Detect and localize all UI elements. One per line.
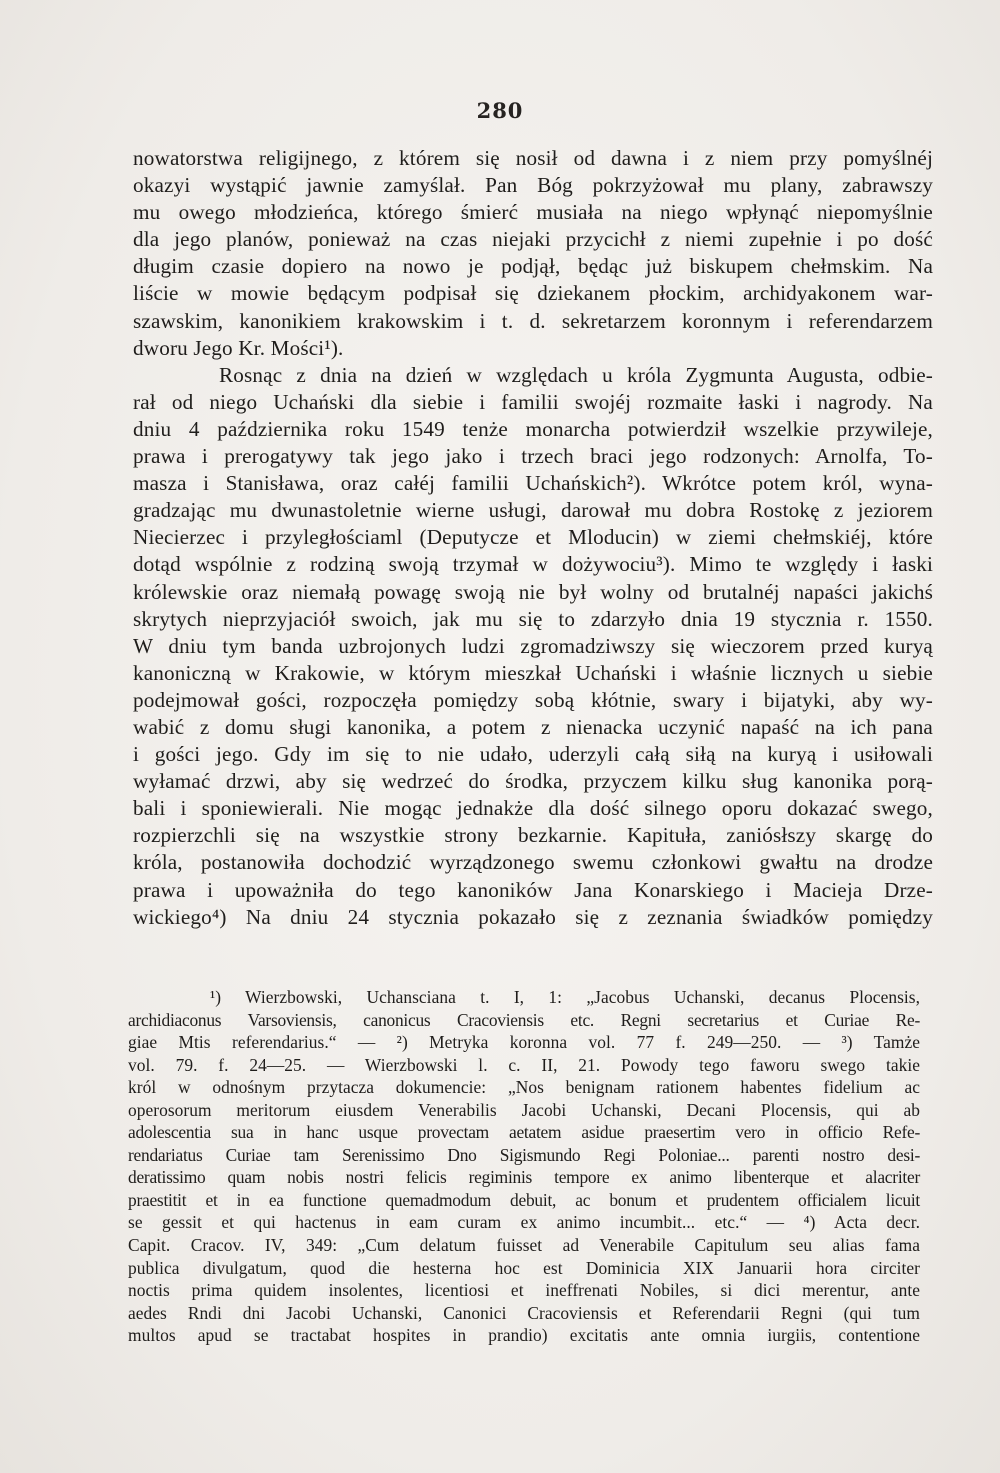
footnote-line: publica divulgatum, quod die hesterna hoc est Dominicia XIX Januarii hora circiter xyxy=(128,1257,920,1278)
text-line: wickiego⁴) Na dniu 24 stycznia pokazało się z zeznania świadków pomiędzy xyxy=(133,904,933,929)
text-line: mu owego młodzieńca, którego śmierć musiała na niego wpłynąć niepomyślnie xyxy=(133,200,933,225)
paragraph-start-line: Rosnąc z dnia na dzień w względach u króla Zygmunta Augusta, odbie- xyxy=(219,362,933,387)
text-line: bali i sponiewierali. Nie mogąc jednakże dla dość silnego oporu dokazać swego, xyxy=(133,796,933,821)
footnote-line: Capit. Cracov. IV, 349: „Cum delatum fuisset ad Venerabile Capitulum seu alias fama xyxy=(128,1235,920,1256)
footnote-line: noctis prima quidem insolentes, licentiosi et ineffrenati Nobiles, si dici merentur, ante xyxy=(128,1280,920,1301)
footnote-line: deratissimo quam nobis nostri felicis regiminis tempore ex animo libenterque et alacriter xyxy=(128,1167,920,1188)
text-line: rał od niego Uchański dla siebie i familii swojéj rozmaite łaski i nagrody. Na xyxy=(133,389,933,414)
text-line: dla jego planów, ponieważ na czas niejaki przycichł z niemi zupełnie i po dość xyxy=(133,227,933,252)
text-line: nowatorstwa religijnego, z którem się nosił od dawna i z niem przy pomyślnéj xyxy=(133,146,933,170)
footnote-line: multos apud se tractabat hospites in prandio) excitatis ante omnia iurgiis, contentione xyxy=(128,1325,920,1346)
text-line: dniu 4 października roku 1549 tenże monarcha potwierdził wszelkie przywileje, xyxy=(133,416,933,441)
text-line: liście w mowie będącym podpisał się dziekanem płockim, archidyakonem war- xyxy=(133,281,933,306)
page-number: 280 xyxy=(476,98,524,123)
footnotes xyxy=(128,986,920,1347)
main-text xyxy=(133,145,933,931)
footnote-line: król w odnośnym przytacza dokumencie: „Nos benignam rationem habentes fidelium ac xyxy=(128,1077,920,1098)
text-line: podejmował gości, rozpoczęła pomiędzy sobą kłótnie, swary i bijatyki, aby wy- xyxy=(133,687,933,712)
footnote-line: praestitit et in ea functione quemadmodum debuit, ac bonum et prudentem officialem licuit xyxy=(128,1189,920,1210)
footnote-line: archidiaconus Varsoviensis, canonicus Cracoviensis etc. Regni secretarius et Curiae Re- xyxy=(128,1009,920,1030)
footnote-line: adolescentia sua in hanc usque provectam aetatem asidue praesertim vero in officio Refe- xyxy=(128,1122,920,1143)
text-line: masza i Stanisława, oraz całéj familii Uchańskich²). Wkrótce potem król, wyna- xyxy=(133,471,933,496)
text-line: gradzając mu dwunastoletnie wierne usługi, darował mu dobra Rostokę z jeziorem xyxy=(133,498,933,523)
text-line: prawa i upoważniła do tego kanoników Jana Konarskiego i Macieja Drze- xyxy=(133,877,933,902)
footnote-line: aedes Rndi dni Jacobi Uchanski, Canonici Cracoviensis et Referendarii Regni (qui tum xyxy=(128,1302,920,1323)
text-line: króla, postanowiła dochodzić wyrządzonego swemu członkowi gwałtu na drodze xyxy=(133,850,933,875)
text-line: skrytych nieprzyjaciół swoich, jak mu się to zdarzyło dnia 19 stycznia r. 1550. xyxy=(133,606,933,631)
text-line: W dniu tym banda uzbrojonych ludzi zgromadziwszy się wieczorem przed kuryą xyxy=(133,633,933,658)
footnote-line: rendariatus Curiae tam Serenissimo Dno Sigismundo Regi Poloniae... parenti nostro desi- xyxy=(128,1144,920,1165)
text-line: królewskie oraz niemałą powagę swoją nie był wolny od brutalnéj napaści jakichś xyxy=(133,579,933,604)
text-line: prawa i prerogatywy tak jego jako i trzech braci jego rodzonych: Arnolfa, To- xyxy=(133,444,933,469)
text-line: okazyi wystąpić jawnie zamyślał. Pan Bóg pokrzyżował mu plany, zabrawszy xyxy=(133,173,933,198)
text-line: wyłamać drzwi, aby się wedrzeć do środka, przyczem kilku sług kanonika porą- xyxy=(133,769,933,794)
text-line: kanoniczną w Krakowie, w którym mieszkał Uchański i właśnie licznych u siebie xyxy=(133,660,933,685)
footnote-line: giae Mtis referendarius.“ — ²) Metryka koronna vol. 77 f. 249—250. — ³) Tamże xyxy=(128,1032,920,1053)
text-line: Niecierzec i przyległościaml (Deputycze et Mloducin) w ziemi chełmskiéj, które xyxy=(133,525,933,550)
text-line: szawskim, kanonikiem krakowskim i t. d. sekretarzem koronnym i referendarzem xyxy=(133,308,933,333)
footnote-line: ¹) Wierzbowski, Uchansciana t. I, 1: „Jacobus Uchanski, decanus Plocensis, xyxy=(210,987,920,1007)
footnote-line: se gessit et qui hactenus in eam curam ex animo incumbit... etc.“ — ⁴) Acta decr. xyxy=(128,1212,920,1233)
text-line: wabić z domu sługi kanonika, a potem z nienacka uczynić napaść na ich pana xyxy=(133,714,933,739)
footnote-line: vol. 79. f. 24—25. — Wierzbowski l. c. II, 21. Powody tego faworu swego takie xyxy=(128,1054,920,1075)
text-line: i gości jego. Gdy im się to nie udało, uderzyli całą siłą na kuryą i usiłowali xyxy=(133,742,933,767)
footnote-line: operosorum meritorum eiusdem Venerabilis Jacobi Uchanski, Decani Plocensis, qui ab xyxy=(128,1099,920,1120)
text-line: dotąd wspólnie z rodziną swoją trzymał w dożywociu³). Mimo te względy i łaski xyxy=(133,552,933,577)
paragraph-end-line: dworu Jego Kr. Mości¹). xyxy=(133,335,344,360)
text-line: długim czasie dopiero na nowo je podjął, będąc już biskupem chełmskim. Na xyxy=(133,254,933,279)
text-line: rozpierzchli się na wszystkie strony bezkarnie. Kapituła, zaniósłszy skargę do xyxy=(133,823,933,848)
